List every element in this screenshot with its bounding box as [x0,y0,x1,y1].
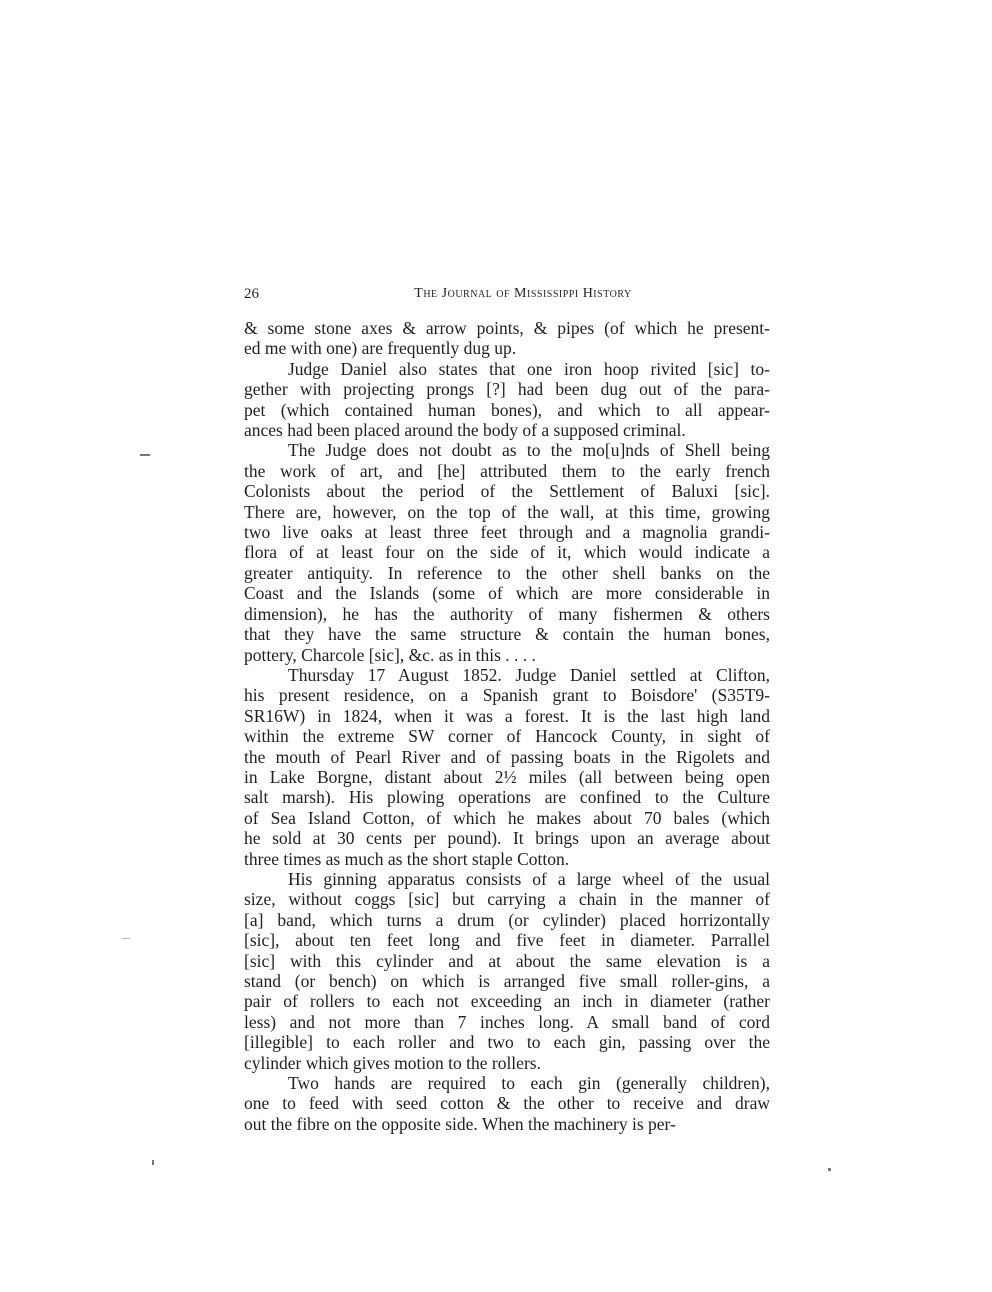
text-line: three times as much as the short staple Cotton. [244,848,570,869]
text-line: SR16W) in 1824, when it was a forest. It is the last high land [244,705,770,726]
text-line: gether with projecting prongs [?] had been dug out of the para- [244,379,770,400]
text-line: Thursday 17 August 1852. Judge Daniel settled at Clifton, [288,664,770,685]
text-line: greater antiquity. In reference to the other shell banks on the [244,562,770,583]
text-line: two live oaks at least three feet through and a magnolia grandi- [244,522,770,543]
body-text [244,318,770,1134]
paragraph [244,359,770,441]
paragraph [244,318,770,359]
text-line: stand (or bench) on which is arranged five small roller-gins, a [244,971,770,991]
text-line: flora of at least four on the side of it, which would indicate a [244,542,770,563]
text-line: of Sea Island Cotton, of which he makes about 70 bales (which [244,807,770,828]
text-line: pair of rollers to each not exceeding an inch in diameter (rather [244,991,770,1012]
paragraph [244,440,770,664]
scan-mark [140,454,150,456]
running-title: The Journal of Mississippi History [414,286,632,301]
text-line: [sic] with this cylinder and at about the same elevation is a [244,950,770,971]
scan-mark [122,938,130,939]
text-line: ances had been placed around the body of a supposed criminal. [244,420,686,441]
text-line: the work of art, and [he] attributed them to the early french [244,460,770,481]
text-line: [a] band, which turns a drum (or cylinder) placed horrizontally [244,909,770,930]
text-line: one to feed with seed cotton & the other to receive and draw [244,1093,770,1114]
text-line: that they have the same structure & contain the human bones, [244,624,770,645]
text-line: within the extreme SW corner of Hancock County, in sight of [244,726,770,747]
text-line: His ginning apparatus consists of a large wheel of the usual [288,868,770,889]
text-line: Two hands are required to each gin (generally children), [288,1073,770,1094]
text-line: Coast and the Islands (some of which are more considerable in [244,583,770,604]
text-line: [illegible] to each roller and two to each gin, passing over the [244,1032,770,1053]
text-line: pet (which contained human bones), and which to all appear- [244,399,770,420]
text-line: There are, however, on the top of the wall, at this time, growing [244,501,770,522]
page-header [244,284,772,308]
paragraph [244,869,770,1073]
text-line: salt marsh). His plowing operations are confined to the Culture [244,787,770,808]
text-line: dimension), he has the authority of many fishermen & others [244,603,770,624]
text-line: less) and not more than 7 inches long. A small band of cord [244,1011,770,1032]
text-line: his present residence, on a Spanish grant to Boisdore' (S35T9- [244,685,770,706]
page-number: 26 [244,286,259,302]
text-line: in Lake Borgne, distant about 2½ miles (all between being open [244,766,770,787]
text-line: out the fibre on the opposite side. When the machinery is per- [244,1113,676,1134]
scan-mark [152,1160,154,1165]
text-line: the mouth of Pearl River and of passing boats in the Rigolets and [244,746,770,767]
text-line: Colonists about the period of the Settlement of Baluxi [sic]. [244,481,770,502]
scan-mark [828,1168,831,1171]
paragraph [244,1073,770,1134]
text-line: cylinder which gives motion to the rollers. [244,1052,541,1073]
text-line: Judge Daniel also states that one iron hoop rivited [sic] to- [288,358,770,379]
text-line: [sic], about ten feet long and five feet in diameter. Parrallel [244,930,770,951]
text-line: The Judge does not doubt as to the mo[u]nds of Shell being [288,440,770,461]
text-line: pottery, Charcole [sic], &c. as in this . . . . [244,644,536,665]
text-line: he sold at 30 cents per pound). It brings upon an average about [244,828,770,849]
paragraph [244,665,770,869]
text-line: ed me with one) are frequently dug up. [244,338,517,359]
text-line: & some stone axes & arrow points, & pipes (of which he present- [244,318,770,338]
text-line: size, without coggs [sic] but carrying a chain in the manner of [244,889,770,910]
